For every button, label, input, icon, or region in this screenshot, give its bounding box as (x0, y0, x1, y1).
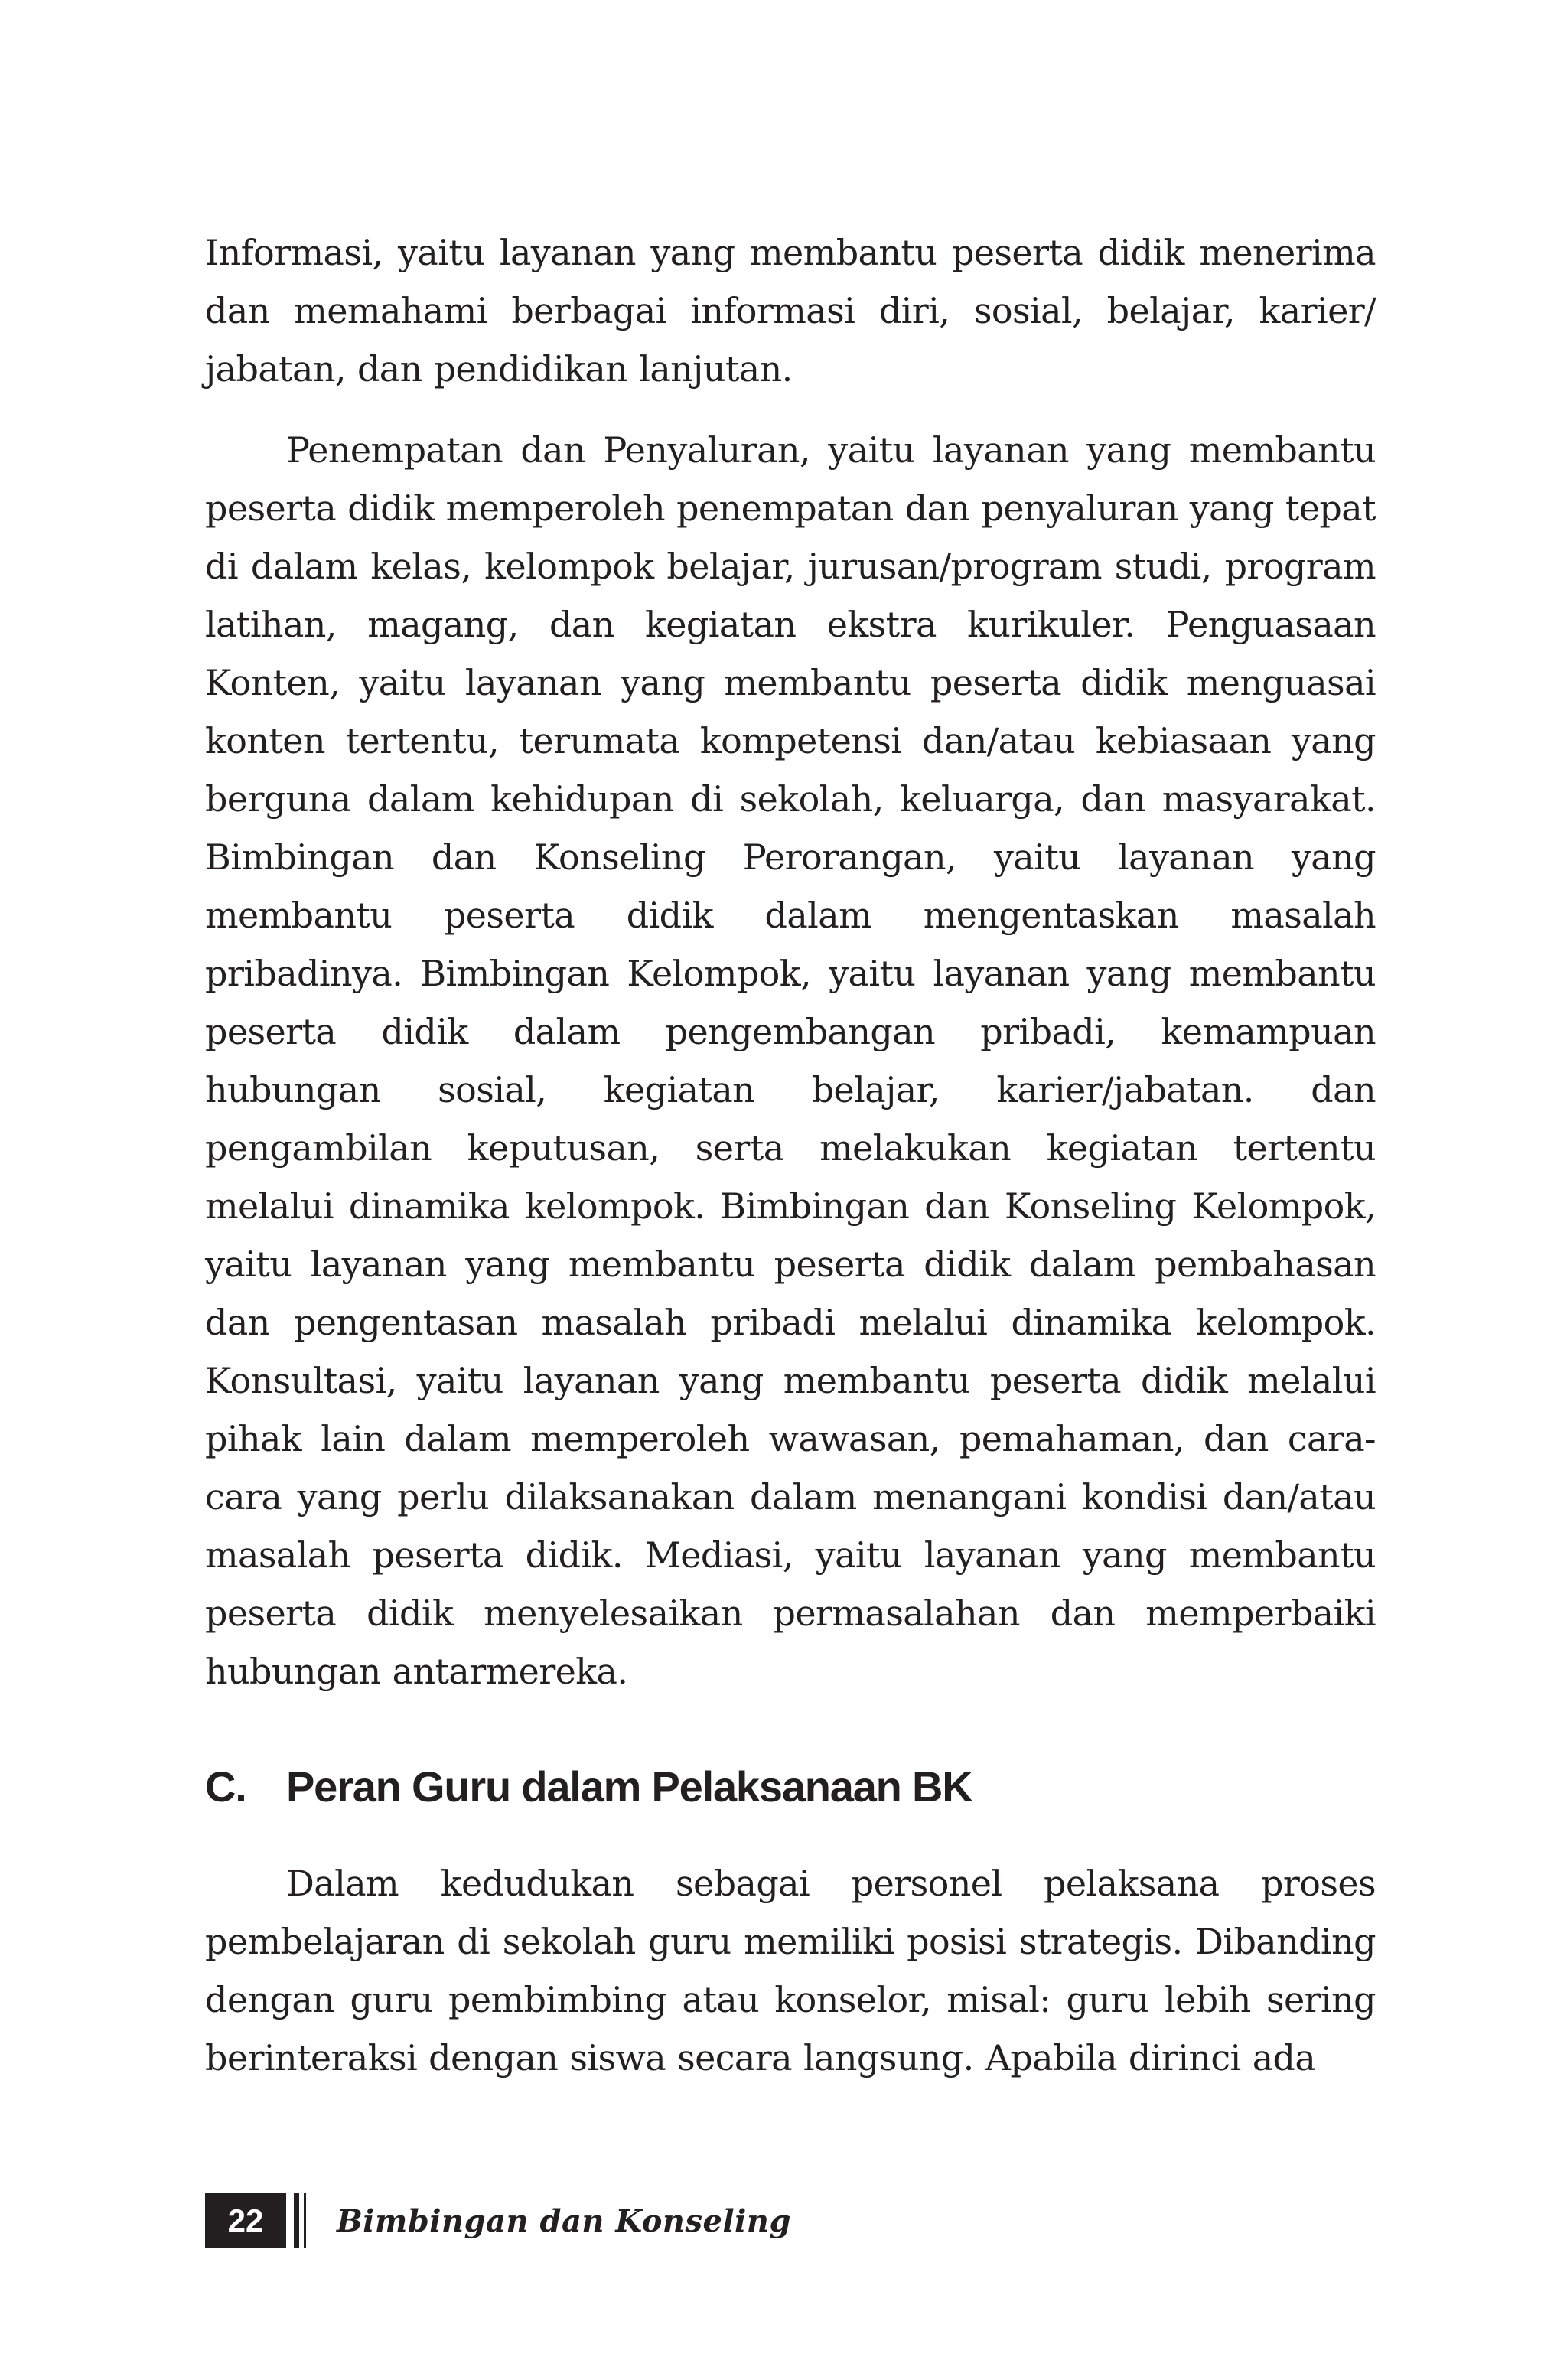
paragraph-informasi (205, 223, 1376, 398)
paragraph-text: Dalam kedudukan sebagai personel pelaksana proses pembelajaran di sekolah guru memiliki posisi strategis. Dibanding dengan guru pembimbing atau konselor, misal: guru lebih sering berinteraksi dengan siswa secara langsung. Apabila dirinci ada (205, 1863, 1376, 2078)
paragraph-text: Penempatan dan Penyaluran, yaitu layanan yang membantu peserta didik memperoleh penempatan dan penyaluran yang tepat di dalam kelas, kelompok belajar, jurusan/program studi, program latihan, magang, dan kegiatan ekstra kurikuler. Penguasaan Konten, yaitu layanan yang membantu peserta didik menguasai konten tertentu, terumata kompetensi dan/atau kebiasaan yang berguna dalam kehidupan di sekolah, keluarga, dan masyarakat. Bimbingan dan Konseling Perorangan, yaitu layanan yang membantu peserta didik dalam mengentaskan masalah pribadinya. Bimbingan Kelompok, yaitu layanan yang membantu peserta didik dalam pengembangan pribadi, kemampuan hubungan sosial, kegiatan belajar, karier/jabatan. dan pengambilan keputusan, serta melakukan kegiatan tertentu melalui dinamika kelompok. Bimbingan dan Konseling Kelompok, yaitu layanan yang membantu peserta didik dalam pembahasan dan pengentasan masalah pribadi melalui dinamika kelompok. Konsultasi, yaitu layanan yang membantu peserta didik melalui pihak lain dalam memperoleh wawasan, pemahaman, dan cara-cara yang perlu dilaksanakan dalam menangani kondisi dan/atau masalah peserta didik. Mediasi, yaitu layanan yang membantu peserta didik menyelesaikan permasalahan dan memperbaiki hubungan antarmereka. (205, 429, 1376, 1692)
divider-thin-line (304, 2193, 306, 2248)
section-letter: C. (205, 1762, 246, 1811)
running-title: Bimbingan dan Konseling (337, 2202, 791, 2239)
page-number: 22 (205, 2193, 286, 2248)
divider-thick-line (294, 2193, 299, 2248)
page-footer (205, 2193, 791, 2248)
footer-divider (294, 2193, 306, 2248)
section-title: Peran Guru dalam Pelaksanaan BK (286, 1762, 972, 1811)
section-heading (205, 1760, 1376, 1814)
paragraph-layanan (205, 421, 1376, 1700)
paragraph-text: Informasi, yaitu layanan yang membantu peserta didik menerima dan memahami berbagai informasi diri, sosial, belajar, karier/ jabatan, dan pendidikan lanjutan. (205, 232, 1376, 390)
paragraph-peran-guru (205, 1854, 1376, 2087)
